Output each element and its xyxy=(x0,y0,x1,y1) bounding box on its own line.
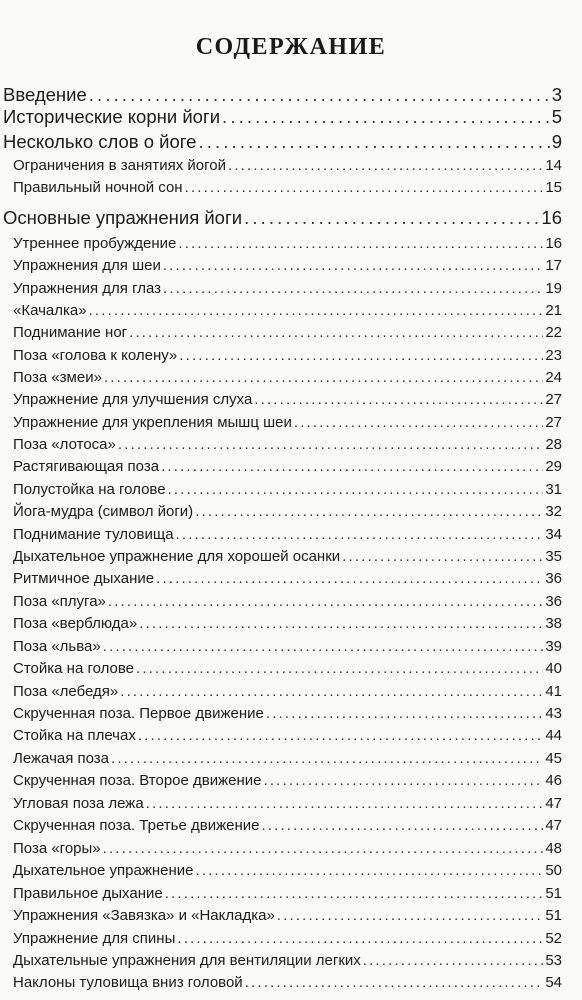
toc-page-number: 31 xyxy=(545,481,562,498)
toc-leader-dots xyxy=(176,526,544,543)
toc-leader-dots xyxy=(111,750,543,767)
toc-entry-label: Ритмичное дыхание xyxy=(13,570,155,587)
toc-entry-label: Несколько слов о йоге xyxy=(3,131,197,152)
toc-entry-label: Правильный ночной сон xyxy=(13,179,183,196)
toc-entry-label: Упражнения для глаз xyxy=(13,280,162,297)
toc-leader-dots xyxy=(195,503,543,520)
toc-entry xyxy=(3,106,562,128)
toc-leader-dots xyxy=(185,179,544,196)
toc-entry xyxy=(13,570,562,587)
toc-entry-label: Поза «лотоса» xyxy=(13,436,116,453)
toc-page-number: 40 xyxy=(545,660,562,677)
toc-entry xyxy=(13,974,562,991)
toc-leader-dots xyxy=(264,772,544,789)
toc-entry xyxy=(13,615,562,632)
toc-entry-label: Растягивающая поза xyxy=(13,458,160,475)
toc-entry xyxy=(13,660,562,677)
toc-leader-dots xyxy=(196,862,544,879)
toc-leader-dots xyxy=(146,795,544,812)
toc-page-number: 47 xyxy=(545,795,562,812)
toc-entry-label: Полустойка на голове xyxy=(13,481,166,498)
toc-leader-dots xyxy=(168,481,544,498)
toc-leader-dots xyxy=(120,683,543,700)
toc-page-number: 43 xyxy=(545,705,562,722)
toc-page-number: 17 xyxy=(545,257,562,274)
toc-leader-dots xyxy=(156,570,543,587)
toc-entry xyxy=(13,347,562,364)
toc-page-number: 16 xyxy=(541,207,562,228)
toc-entry-label: Дыхательные упражнения для вентиляции легких xyxy=(13,952,361,969)
toc-leader-dots xyxy=(294,414,543,431)
toc-page-number: 5 xyxy=(551,106,562,127)
toc-entry xyxy=(13,548,562,565)
toc-leader-dots xyxy=(103,638,544,655)
toc-leader-dots xyxy=(244,207,539,229)
toc-page-number: 32 xyxy=(545,503,562,520)
toc-entry xyxy=(13,885,562,902)
toc-page-number: 38 xyxy=(545,615,562,632)
toc-entry-label: Лежачая поза xyxy=(13,750,110,767)
toc-entry xyxy=(13,952,562,969)
toc-entry xyxy=(13,638,562,655)
toc-leader-dots xyxy=(245,974,544,991)
toc-entry-label: Стойка на голове xyxy=(13,660,135,677)
toc-entry-label: Упражнение для укрепления мышц шеи xyxy=(13,414,292,431)
toc-leader-dots xyxy=(138,727,543,744)
toc-entry-label: Поза «верблюда» xyxy=(13,615,138,632)
toc-entry-label: Поза «льва» xyxy=(13,638,101,655)
toc-page-number: 47 xyxy=(545,817,562,834)
toc-entry xyxy=(13,157,562,174)
page-title: СОДЕРЖАНИЕ xyxy=(195,34,387,60)
toc-page-number: 21 xyxy=(545,302,562,319)
toc-entry-label: Упражнение для спины xyxy=(13,930,176,947)
toc-leader-dots xyxy=(89,84,550,106)
toc-entry-label: Поднимание ног xyxy=(13,324,128,341)
toc-page-number: 19 xyxy=(545,280,562,297)
toc-page-number: 34 xyxy=(545,526,562,543)
toc-entry xyxy=(13,302,562,319)
toc-entry xyxy=(13,705,562,722)
toc-leader-dots xyxy=(254,391,543,408)
toc-page-number: 50 xyxy=(545,862,562,879)
toc-entry xyxy=(13,862,562,879)
toc-entry xyxy=(13,772,562,789)
toc-leader-dots xyxy=(89,302,544,319)
toc-page-number: 27 xyxy=(545,414,562,431)
toc-page-number: 46 xyxy=(545,772,562,789)
toc-entry-label: Упражнения «Завязка» и «Накладка» xyxy=(13,907,275,924)
toc-entry-label: Поза «горы» xyxy=(13,840,101,857)
toc-entry xyxy=(13,795,562,812)
toc-entry-label: Скрученная поза. Первое движение xyxy=(13,705,264,722)
toc-entry-label: Исторические корни йоги xyxy=(3,106,221,127)
toc-leader-dots xyxy=(163,257,543,274)
toc-leader-dots xyxy=(108,593,543,610)
toc-page-number: 45 xyxy=(545,750,562,767)
toc-page-number: 14 xyxy=(545,157,562,174)
toc-entry-label: Основные упражнения йоги xyxy=(3,207,243,228)
toc-page-number: 48 xyxy=(545,840,562,857)
toc-entry xyxy=(13,593,562,610)
toc-page-number: 23 xyxy=(545,347,562,364)
toc-entry-label: Упражнения для шеи xyxy=(13,257,161,274)
toc-leader-dots xyxy=(161,458,543,475)
toc-entry xyxy=(13,324,562,341)
toc-entry xyxy=(13,503,562,520)
toc-page-number: 27 xyxy=(545,391,562,408)
toc-leader-dots xyxy=(177,930,543,947)
toc-entry-label: Йога-мудра (символ йоги) xyxy=(13,503,194,520)
toc-leader-dots xyxy=(103,840,544,857)
toc-entry xyxy=(13,414,562,431)
toc-entry-label: Скрученная поза. Третье движение xyxy=(13,817,260,834)
toc-leader-dots xyxy=(139,615,543,632)
toc-entry-label: Введение xyxy=(3,84,87,105)
toc-leader-dots xyxy=(163,280,543,297)
toc-entry xyxy=(13,526,562,543)
toc-page-number: 54 xyxy=(545,974,562,991)
toc-leader-dots xyxy=(118,436,543,453)
toc-entry-label: Поза «голова к колену» xyxy=(13,347,178,364)
toc-page-number: 24 xyxy=(545,369,562,386)
toc-entry xyxy=(13,179,562,196)
toc-entry xyxy=(13,817,562,834)
toc-entry-label: Поза «лебедя» xyxy=(13,683,119,700)
toc-entry xyxy=(13,235,562,252)
toc-entry xyxy=(3,207,562,229)
toc-page-number: 29 xyxy=(545,458,562,475)
toc-entry xyxy=(13,930,562,947)
toc-entry xyxy=(3,131,562,153)
toc-leader-dots xyxy=(277,907,544,924)
toc-page-number: 9 xyxy=(551,131,562,152)
toc-entry xyxy=(13,280,562,297)
toc-leader-dots xyxy=(178,235,543,252)
toc-entry-label: Стойка на плечах xyxy=(13,727,136,744)
toc-entry xyxy=(3,84,562,106)
toc-page-number: 36 xyxy=(545,593,562,610)
toc-entry-label: Поза «плуга» xyxy=(13,593,106,610)
toc-entry-label: Скрученная поза. Второе движение xyxy=(13,772,262,789)
toc-page-number: 44 xyxy=(545,727,562,744)
toc-page-number: 51 xyxy=(545,907,562,924)
toc-leader-dots xyxy=(261,817,543,834)
toc-page-number: 39 xyxy=(545,638,562,655)
toc-leader-dots xyxy=(165,885,544,902)
toc-entry xyxy=(13,481,562,498)
toc-leader-dots xyxy=(228,157,543,174)
toc-page-number: 35 xyxy=(545,548,562,565)
toc-leader-dots xyxy=(179,347,543,364)
toc-entry xyxy=(13,683,562,700)
toc-page-number: 16 xyxy=(545,235,562,252)
toc-entry-label: Поднимание туловища xyxy=(13,526,174,543)
toc-entry xyxy=(13,840,562,857)
toc-entry xyxy=(13,436,562,453)
toc-entry-label: Поза «змеи» xyxy=(13,369,102,386)
toc-entry-label: Дыхательное упражнение xyxy=(13,862,194,879)
toc-page-number: 28 xyxy=(545,436,562,453)
toc-page-number: 53 xyxy=(545,952,562,969)
toc-entry-label: Ограничения в занятиях йогой xyxy=(13,157,226,174)
toc-entry-label: Угловая поза лежа xyxy=(13,795,144,812)
toc-entry-label: «Качалка» xyxy=(13,302,87,319)
toc-entry xyxy=(13,391,562,408)
toc-entry-label: Дыхательное упражнение для хорошей осанки xyxy=(13,548,341,565)
toc-entry xyxy=(13,257,562,274)
toc-entry-label: Утреннее пробуждение xyxy=(13,235,177,252)
toc-leader-dots xyxy=(363,952,544,969)
toc-leader-dots xyxy=(129,324,543,341)
toc-leader-dots xyxy=(266,705,543,722)
toc-leader-dots xyxy=(104,369,543,386)
toc-entry-label: Упражнение для улучшения слуха xyxy=(13,391,253,408)
toc-entry-label: Правильное дыхание xyxy=(13,885,163,902)
toc-leader-dots xyxy=(222,106,550,128)
toc-page-number: 22 xyxy=(545,324,562,341)
toc-entry xyxy=(13,458,562,475)
toc-page-number: 15 xyxy=(545,179,562,196)
toc-page-number: 52 xyxy=(545,930,562,947)
toc-page-number: 51 xyxy=(545,885,562,902)
toc-page-number: 36 xyxy=(545,570,562,587)
toc-entry xyxy=(13,369,562,386)
toc-leader-dots xyxy=(136,660,543,677)
toc-entry-label: Наклоны туловища вниз головой xyxy=(13,974,243,991)
toc-page-number: 41 xyxy=(545,683,562,700)
toc-leader-dots xyxy=(342,548,543,565)
toc-entry xyxy=(13,907,562,924)
toc-entry xyxy=(13,727,562,744)
toc-leader-dots xyxy=(198,131,549,153)
toc-page-number: 3 xyxy=(551,84,562,105)
toc-entry xyxy=(13,750,562,767)
